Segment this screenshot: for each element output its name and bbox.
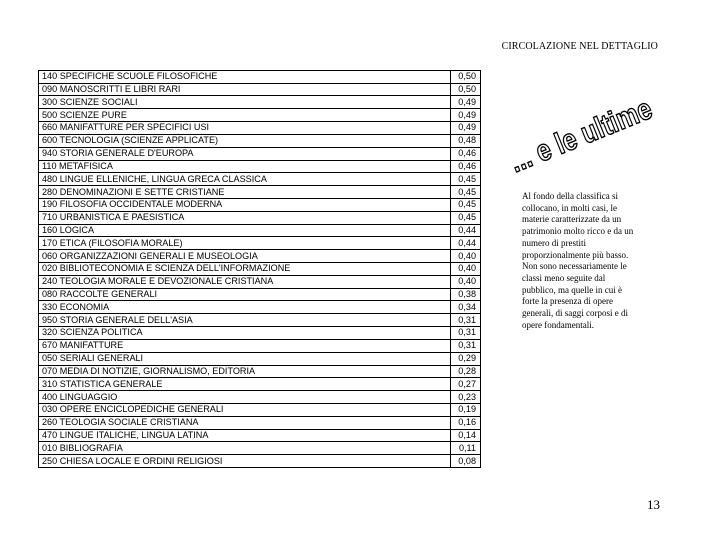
table-body <box>39 71 480 467</box>
wordart-text: ... e le ultime <box>505 81 685 180</box>
row-label: 940 STORIA GENERALE D'EUROPA <box>39 147 451 160</box>
row-label: 090 MANOSCRITTI E LIBRI RARI <box>39 83 451 96</box>
row-value: 0,31 <box>451 314 481 327</box>
table-row <box>39 250 480 263</box>
row-value: 0,14 <box>451 429 481 442</box>
row-value: 0,48 <box>451 134 481 147</box>
row-label: 260 TEOLOGIA SOCIALE CRISTIANA <box>39 416 451 429</box>
table-row <box>39 160 480 173</box>
row-value: 0,49 <box>451 96 481 109</box>
row-value: 0,27 <box>451 378 481 391</box>
table-row <box>39 416 480 429</box>
row-label: 160 LOGICA <box>39 224 451 237</box>
row-value: 0,45 <box>451 198 481 211</box>
commentary-text: Al fondo della classifica si collocano, in molti casi, le materie caratterizzate da un patrimonio molto ricco e da un numero di prestiti proporzionalmente più basso. Non sono necessariamente le classi meno seguite dal pubblico, ma quelle in cui è forte la presenza di opere generali, di saggi corposi e di opere fondamentali. <box>522 191 634 330</box>
table-row <box>39 403 480 416</box>
table-row <box>39 339 480 352</box>
row-label: 080 RACCOLTE GENERALI <box>39 288 451 301</box>
table-row <box>39 327 480 340</box>
row-value: 0,44 <box>451 237 481 250</box>
row-label: 300 SCIENZE SOCIALI <box>39 96 451 109</box>
row-label: 330 ECONOMIA <box>39 301 451 314</box>
row-value: 0,31 <box>451 339 481 352</box>
table-row <box>39 96 480 109</box>
table-row <box>39 71 480 83</box>
table-row <box>39 83 480 96</box>
table-row <box>39 442 480 455</box>
row-label: 500 SCIENZE PURE <box>39 109 451 122</box>
table-row <box>39 147 480 160</box>
table-row <box>39 288 480 301</box>
row-label: 470 LINGUE ITALICHE, LINGUA LATINA <box>39 429 451 442</box>
row-label: 670 MANIFATTURE <box>39 339 451 352</box>
row-label: 250 CHIESA LOCALE E ORDINI RELIGIOSI <box>39 455 451 467</box>
table-row <box>39 186 480 199</box>
table-row <box>39 109 480 122</box>
row-label: 010 BIBLIOGRAFIA <box>39 442 451 455</box>
table-row <box>39 122 480 135</box>
row-value: 0,29 <box>451 352 481 365</box>
row-label: 020 BIBLIOTECONOMIA E SCIENZA DELL'INFORMAZIONE <box>39 263 451 276</box>
row-label: 950 STORIA GENERALE DELL'ASIA <box>39 314 451 327</box>
table-row <box>39 275 480 288</box>
row-value: 0,31 <box>451 327 481 340</box>
row-label: 280 DENOMINAZIONI E SETTE CRISTIANE <box>39 186 451 199</box>
table-row <box>39 237 480 250</box>
circulation-table-grid <box>39 71 480 467</box>
row-value: 0,45 <box>451 173 481 186</box>
row-value: 0,46 <box>451 147 481 160</box>
row-label: 310 STATISTICA GENERALE <box>39 378 451 391</box>
table-row <box>39 314 480 327</box>
table-row <box>39 352 480 365</box>
row-label: 660 MANIFATTURE PER SPECIFICI USI <box>39 122 451 135</box>
row-value: 0,44 <box>451 224 481 237</box>
row-value: 0,28 <box>451 365 481 378</box>
row-label: 170 ETICA (FILOSOFIA MORALE) <box>39 237 451 250</box>
row-value: 0,08 <box>458 455 476 466</box>
row-value: 0,40 <box>451 250 481 263</box>
wordart-title <box>498 76 685 180</box>
table-row <box>39 455 480 467</box>
row-value: 0,19 <box>451 403 481 416</box>
row-value: 0,40 <box>451 275 481 288</box>
row-label: 240 TEOLOGIA MORALE E DEVOZIONALE CRISTIANA <box>39 275 451 288</box>
row-label: 070 MEDIA DI NOTIZIE, GIORNALISMO, EDITORIA <box>39 365 451 378</box>
row-label: 190 FILOSOFIA OCCIDENTALE MODERNA <box>39 198 451 211</box>
row-value: 0,23 <box>451 391 481 404</box>
row-value: 0,50 <box>451 71 481 83</box>
row-value: 0,49 <box>451 122 481 135</box>
row-value: 0,49 <box>451 109 481 122</box>
row-label: 480 LINGUE ELLENICHE, LINGUA GRECA CLASSICA <box>39 173 451 186</box>
row-value: 0,45 <box>451 211 481 224</box>
table-row <box>39 198 480 211</box>
row-value: 0,11 <box>451 442 481 455</box>
row-label: 110 METAFISICA <box>39 160 451 173</box>
row-value: 0,34 <box>451 301 481 314</box>
table-row <box>39 378 480 391</box>
row-value: 0,40 <box>451 263 481 276</box>
row-label: 140 SPECIFICHE SCUOLE FILOSOFICHE <box>39 71 451 83</box>
row-value: 0,50 <box>451 83 481 96</box>
page-number: 13 <box>647 497 660 512</box>
table-row <box>39 301 480 314</box>
row-label: 050 SERIALI GENERALI <box>39 352 451 365</box>
row-label: 030 OPERE ENCICLOPEDICHE GENERALI <box>39 403 451 416</box>
row-label: 060 ORGANIZZAZIONI GENERALI E MUSEOLOGIA <box>39 250 451 263</box>
row-label: 600 TECNOLOGIA (SCIENZE APPLICATE) <box>39 134 451 147</box>
row-value: 0,38 <box>451 288 481 301</box>
row-value: 0,46 <box>451 160 481 173</box>
row-label: 320 SCIENZA POLITICA <box>39 327 451 340</box>
row-value: 0,16 <box>451 416 481 429</box>
row-label: 400 LINGUAGGIO <box>39 391 451 404</box>
table-row <box>39 211 480 224</box>
table-row <box>39 263 480 276</box>
circulation-table <box>38 70 481 468</box>
table-row <box>39 173 480 186</box>
slide-header: CIRCOLAZIONE NEL DETTAGLIO <box>501 41 658 52</box>
table-row <box>39 224 480 237</box>
table-row <box>39 429 480 442</box>
table-row <box>39 365 480 378</box>
table-row <box>39 391 480 404</box>
row-label: 710 URBANISTICA E PAESISTICA <box>39 211 451 224</box>
row-value: 0,45 <box>451 186 481 199</box>
table-row <box>39 134 480 147</box>
